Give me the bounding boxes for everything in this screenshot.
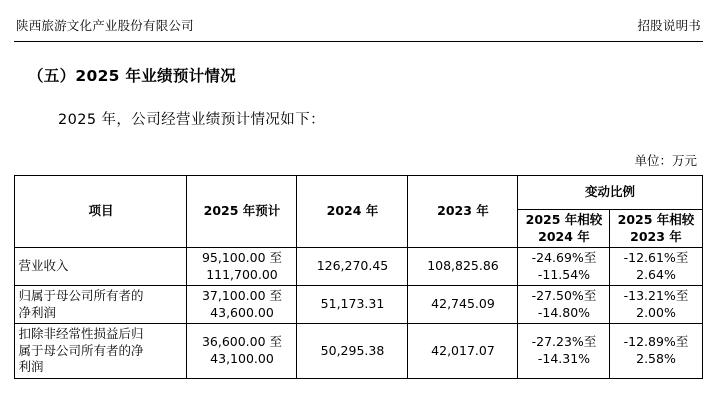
table-row <box>15 324 702 379</box>
cell-net-profit-change-2023 <box>610 286 702 324</box>
header-change-vs-2024-line1: 2025 年相较 <box>525 212 603 227</box>
unit-note: 单位：万元 <box>634 153 697 168</box>
running-header <box>14 0 703 42</box>
cell-net-profit-forecast-2025 <box>187 286 297 324</box>
cell-revenue-2023: 108,825.86 <box>408 248 518 286</box>
cell-line1: -12.89%至 <box>623 334 689 350</box>
cell-line2: 属于母公司所有者的净 <box>18 342 144 358</box>
cell-excl-change-2024 <box>518 324 610 379</box>
cell-excl-2023: 42,017.07 <box>408 324 518 379</box>
cell-net-profit-2023: 42,745.09 <box>408 286 518 324</box>
cell-line1: -27.50%至 <box>531 288 597 303</box>
header-change-vs-2023 <box>610 210 702 248</box>
row-label-revenue: 营业收入 <box>15 248 187 286</box>
header-item: 项目 <box>15 176 187 248</box>
header-doc-type: 招股说明书 <box>637 18 701 33</box>
row-label-net-profit <box>15 286 187 324</box>
cell-revenue-2024: 126,270.45 <box>297 248 408 286</box>
cell-line2: 43,600.00 <box>210 304 274 320</box>
header-change-group: 变动比例 <box>518 176 702 210</box>
cell-revenue-change-2023 <box>610 248 702 286</box>
cell-revenue-change-2024 <box>518 248 610 286</box>
table-header-row-1 <box>15 176 702 210</box>
header-change-vs-2023-line1: 2025 年相较 <box>617 212 695 227</box>
table-row <box>15 286 702 324</box>
header-year-2023: 2023 年 <box>408 176 518 248</box>
cell-line2: 净利润 <box>18 304 56 320</box>
row-label-net-profit-excl-nonrecurring <box>15 324 187 379</box>
cell-line2: 111,700.00 <box>206 266 278 282</box>
cell-net-profit-change-2024 <box>518 286 610 324</box>
cell-line1: 37,100.00 至 <box>201 288 283 303</box>
cell-line2: -14.31% <box>537 350 591 366</box>
cell-line2: -14.80% <box>537 304 591 320</box>
cell-line2: 2.58% <box>636 350 676 366</box>
cell-line1: -27.23%至 <box>531 334 597 350</box>
header-change-vs-2024-line2: 2024 年 <box>538 228 590 244</box>
cell-line1: -24.69%至 <box>531 250 597 265</box>
cell-line1: 扣除非经常性损益后归 <box>18 326 144 341</box>
cell-line1: -12.61%至 <box>623 250 689 265</box>
cell-excl-change-2023 <box>610 324 702 379</box>
cell-excl-forecast-2025 <box>187 324 297 379</box>
cell-line1: 95,100.00 至 <box>201 250 283 265</box>
header-change-vs-2023-line2: 2023 年 <box>630 228 682 244</box>
cell-line2: 2.64% <box>636 266 676 282</box>
cell-line3: 利润 <box>18 359 44 374</box>
table-row <box>15 248 702 286</box>
cell-line2: 2.00% <box>636 304 676 320</box>
header-forecast-2025: 2025 年预计 <box>187 176 297 248</box>
header-company-name: 陕西旅游文化产业股份有限公司 <box>16 18 194 33</box>
header-year-2024: 2024 年 <box>297 176 408 248</box>
section-heading: （五）2025 年业绩预计情况 <box>28 67 237 85</box>
cell-revenue-forecast-2025 <box>187 248 297 286</box>
cell-line1: -13.21%至 <box>623 288 689 303</box>
cell-excl-2024: 50,295.38 <box>297 324 408 379</box>
section-paragraph: 2025 年，公司经营业绩预计情况如下： <box>58 112 326 128</box>
cell-line1: 36,600.00 至 <box>201 334 283 350</box>
cell-line2: 43,100.00 <box>210 350 274 366</box>
cell-line1: 归属于母公司所有者的 <box>18 288 144 303</box>
performance-forecast-table <box>14 175 702 379</box>
header-change-vs-2024 <box>518 210 610 248</box>
cell-line2: -11.54% <box>537 266 591 282</box>
cell-net-profit-2024: 51,173.31 <box>297 286 408 324</box>
